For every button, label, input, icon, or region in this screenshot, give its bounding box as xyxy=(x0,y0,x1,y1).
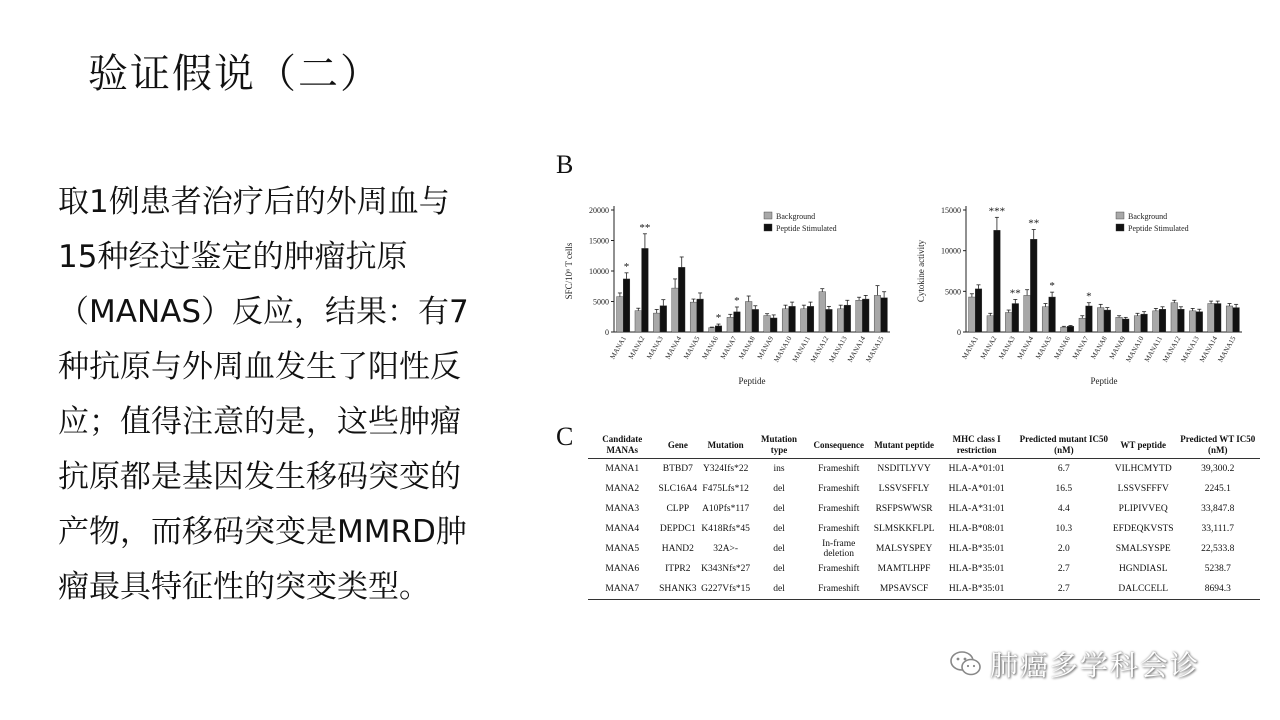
legend-label: Background xyxy=(1128,212,1168,221)
bar xyxy=(672,288,679,332)
table-cell: G227Vfs*15 xyxy=(699,579,752,600)
table-cell: del xyxy=(773,504,785,514)
table-cell: A10Pfs*117 xyxy=(702,504,750,514)
bar xyxy=(745,302,752,333)
table-cell: SLC16A4 xyxy=(658,484,698,494)
significance-marker: ** xyxy=(1009,287,1021,300)
table-cell: HLA-B*35:01 xyxy=(948,544,1005,554)
watermark-text: 肺癌多学科会诊 xyxy=(990,649,1201,682)
significance-marker: * xyxy=(1049,280,1055,293)
table-cell: HLA-B*08:01 xyxy=(948,524,1005,534)
panel-b-label: B xyxy=(556,150,574,179)
bar xyxy=(764,316,771,332)
table-cell: HAND2 xyxy=(661,544,694,554)
table-cell: del xyxy=(773,564,785,574)
x-tick-label: MANA1 xyxy=(608,335,628,361)
bar xyxy=(1189,311,1196,332)
bar xyxy=(770,318,777,332)
watermark xyxy=(948,644,1200,684)
y-axis-label: Cytokine activity xyxy=(916,239,926,303)
x-tick-label: MANA12 xyxy=(809,335,831,364)
slide-body-text xyxy=(58,175,528,615)
table-cell: MANA6 xyxy=(605,564,640,574)
table-cell: 32A>- xyxy=(713,544,739,554)
table-cell: LSSVSFFFV xyxy=(1117,484,1169,494)
spot-forming-cells-bar-chart xyxy=(560,150,900,390)
x-axis-label: Peptide xyxy=(738,376,766,386)
table-cell: DEPDC1 xyxy=(659,524,696,534)
bar xyxy=(635,311,642,332)
table-column-header: Mutant peptide xyxy=(872,432,937,459)
table-row xyxy=(588,519,1260,539)
bar xyxy=(697,299,704,332)
x-tick-label: MANA6 xyxy=(1052,335,1072,361)
y-tick-label: 5000 xyxy=(945,287,961,297)
bar xyxy=(862,299,869,332)
body-line: （MANAS）反应，结果：有7 xyxy=(58,294,469,330)
bar xyxy=(844,305,851,332)
bar xyxy=(1042,307,1049,332)
table-cell: SHANK3 xyxy=(657,579,700,600)
table-column-header: Gene xyxy=(657,432,700,459)
significance-marker: ** xyxy=(1028,217,1040,230)
legend-swatch xyxy=(1116,212,1124,219)
y-tick-label: 15000 xyxy=(941,206,961,215)
table-cell: ITPR2 xyxy=(665,564,691,574)
table-cell: del xyxy=(773,544,785,554)
bar xyxy=(1086,306,1093,332)
table-cell: EFDEQKVSTS xyxy=(1112,524,1174,534)
table-cell: SMALSYSPE xyxy=(1115,544,1171,554)
table-cell: K343Nfs*27 xyxy=(701,564,751,574)
bar xyxy=(1153,311,1160,332)
x-tick-label: MANA7 xyxy=(718,335,739,361)
table-cell: Frameshift xyxy=(818,484,860,494)
x-tick-label: MANA7 xyxy=(1070,335,1091,361)
bar xyxy=(734,312,741,332)
x-tick-label: MANA3 xyxy=(997,335,1017,361)
bar xyxy=(856,300,863,332)
bar xyxy=(819,292,826,332)
significance-marker: * xyxy=(734,294,740,307)
significance-marker: * xyxy=(1086,290,1092,303)
table-cell: MANA3 xyxy=(605,504,640,514)
legend-label: Peptide Stimulated xyxy=(1128,224,1189,233)
table-row xyxy=(588,559,1260,579)
body-line: 抗原都是基因发生移码突变的 xyxy=(58,459,461,495)
table-cell: HLA-B*35:01 xyxy=(948,564,1005,574)
table-cell: LSSVSFFLY xyxy=(878,484,930,494)
bar xyxy=(1030,239,1037,332)
bar xyxy=(1233,308,1240,332)
table-cell: HGNDIASL xyxy=(1118,564,1168,574)
bar xyxy=(782,309,789,332)
table-column-header: WT peptide xyxy=(1111,432,1176,459)
x-axis-label: Peptide xyxy=(1090,376,1118,386)
mana-candidates-table xyxy=(588,432,1260,600)
y-axis-label: SFC/10⁶ T cells xyxy=(564,242,574,300)
table-cell: 2.0 xyxy=(1057,544,1070,554)
table-cell: RSFPSWWSR xyxy=(875,504,933,514)
bar xyxy=(874,295,881,332)
table-cell: SLMSKKFLPL xyxy=(873,524,935,534)
table-cell: F475Lfs*12 xyxy=(702,484,749,494)
x-tick-label: MANA2 xyxy=(626,335,647,361)
bar xyxy=(994,230,1001,332)
table-cell: In-frame deletion xyxy=(822,539,856,559)
body-line: 15种经过鉴定的肿瘤抗原 xyxy=(58,239,408,275)
x-tick-label: MANA9 xyxy=(755,335,776,361)
significance-marker: ** xyxy=(639,221,651,234)
x-tick-label: MANA12 xyxy=(1161,335,1183,364)
table-cell: MALSYSPEY xyxy=(875,544,933,554)
table-row xyxy=(588,459,1260,480)
wechat-icon xyxy=(948,649,984,679)
table-column-header: Candidate MANAs xyxy=(588,432,657,459)
table-cell: MANA2 xyxy=(605,484,640,494)
bar xyxy=(1097,308,1104,332)
body-line: 产物，而移码突变是MMRD肿 xyxy=(58,514,467,550)
table-cell: HLA-A*01:01 xyxy=(948,484,1005,494)
bar xyxy=(715,326,722,332)
bar xyxy=(1171,303,1178,332)
table-cell: HLA-B*35:01 xyxy=(936,579,1016,600)
bar xyxy=(690,302,697,332)
table-cell: 5238.7 xyxy=(1204,564,1231,574)
y-tick-label: 15000 xyxy=(589,236,609,246)
bar xyxy=(987,316,994,332)
table-cell: MANA5 xyxy=(605,544,640,554)
bar xyxy=(1005,312,1012,332)
table-cell: del xyxy=(752,579,806,600)
table-column-header: Consequence xyxy=(806,432,872,459)
y-tick-label: 5000 xyxy=(593,297,609,307)
x-tick-label: MANA14 xyxy=(1198,335,1220,364)
table-cell: Frameshift xyxy=(818,464,860,474)
bar xyxy=(1178,309,1185,332)
x-tick-label: MANA5 xyxy=(1034,335,1054,361)
bar xyxy=(789,306,796,332)
y-tick-label: 20000 xyxy=(589,206,609,215)
table-cell: Y324Ifs*22 xyxy=(702,464,749,474)
bar xyxy=(1079,318,1086,332)
table-cell: CLPP xyxy=(666,504,690,514)
cytokine-activity-bar-chart xyxy=(912,150,1252,390)
table-cell: PLIPIVVEQ xyxy=(1118,504,1168,514)
table-column-header: Predicted mutant IC50 (nM) xyxy=(1017,432,1111,459)
bar xyxy=(801,309,808,332)
table-cell: 33,847.8 xyxy=(1201,504,1235,514)
bar xyxy=(1122,319,1129,332)
table-cell: MANA1 xyxy=(605,464,640,474)
x-tick-label: MANA8 xyxy=(1089,335,1109,361)
table-body xyxy=(588,459,1260,600)
table-cell: 2245.1 xyxy=(1204,484,1231,494)
bar xyxy=(653,313,660,332)
table-row xyxy=(588,539,1260,559)
bar xyxy=(975,289,982,332)
bar xyxy=(1061,327,1068,332)
table-cell: 4.4 xyxy=(1057,504,1070,514)
bar xyxy=(1159,309,1166,332)
legend-swatch xyxy=(1116,224,1124,231)
table-cell: 2.7 xyxy=(1057,564,1070,574)
bar xyxy=(642,248,649,332)
table-cell: Frameshift xyxy=(806,579,872,600)
bar xyxy=(752,309,759,332)
x-tick-label: MANA13 xyxy=(827,335,849,364)
table-row xyxy=(588,579,1260,600)
bar xyxy=(837,309,844,332)
table-cell: MANA4 xyxy=(605,524,640,534)
x-tick-label: MANA10 xyxy=(772,335,794,364)
bar xyxy=(1208,304,1215,332)
table-cell: del xyxy=(773,524,785,534)
table-cell: 10.3 xyxy=(1055,524,1073,534)
bar xyxy=(1067,326,1074,332)
y-tick-label: 10000 xyxy=(589,267,609,276)
table-cell: 8694.3 xyxy=(1176,579,1260,600)
table-cell: BTBD7 xyxy=(662,464,693,474)
significance-marker: * xyxy=(623,260,630,273)
x-tick-label: MANA2 xyxy=(978,335,999,361)
table-cell: ins xyxy=(773,464,785,474)
table-column-header: MHC class I restriction xyxy=(936,432,1016,459)
bar xyxy=(1024,295,1031,332)
x-tick-label: MANA14 xyxy=(846,335,868,364)
y-tick-label: 0 xyxy=(605,328,609,337)
body-line: 应；值得注意的是，这些肿瘤 xyxy=(58,404,461,440)
x-tick-label: MANA8 xyxy=(737,335,757,361)
bar xyxy=(1214,304,1221,332)
x-tick-label: MANA3 xyxy=(645,335,665,361)
table-cell: K418Rfs*45 xyxy=(701,524,750,534)
table-cell: VILHCMYTD xyxy=(1114,464,1172,474)
table-row xyxy=(588,499,1260,519)
x-tick-label: MANA10 xyxy=(1124,335,1146,364)
bar xyxy=(969,297,976,332)
bar xyxy=(826,309,833,332)
bar xyxy=(1134,316,1141,332)
x-tick-label: MANA15 xyxy=(864,335,886,364)
bar xyxy=(709,328,716,332)
bar xyxy=(1104,310,1111,332)
significance-marker: *** xyxy=(988,205,1006,218)
bar xyxy=(678,267,685,332)
table-cell: Frameshift xyxy=(818,504,860,514)
bar xyxy=(881,298,888,332)
x-tick-label: MANA13 xyxy=(1179,335,1201,364)
slide-title: 验证假说（二） xyxy=(88,51,382,97)
panel-c-label: C xyxy=(556,422,574,451)
x-tick-label: MANA4 xyxy=(1015,335,1036,361)
x-tick-label: MANA6 xyxy=(700,335,720,361)
legend-label: Peptide Stimulated xyxy=(776,224,837,233)
table-cell: NSDITLYVY xyxy=(877,464,931,474)
bar xyxy=(623,279,630,332)
table-cell: 33,111.7 xyxy=(1201,524,1235,534)
table-cell: Frameshift xyxy=(818,524,860,534)
bar xyxy=(1116,317,1123,332)
table-cell: del xyxy=(773,484,785,494)
table-cell: MANA7 xyxy=(588,579,657,600)
legend-swatch xyxy=(764,224,772,231)
bar xyxy=(1012,304,1019,332)
table-cell: HLA-A*31:01 xyxy=(948,504,1005,514)
bar xyxy=(1196,312,1203,332)
table-cell: HLA-A*01:01 xyxy=(948,464,1005,474)
bar xyxy=(660,306,667,332)
table-column-header: Predicted WT IC50 (nM) xyxy=(1176,432,1260,459)
x-tick-label: MANA15 xyxy=(1216,335,1238,364)
legend-swatch xyxy=(764,212,772,219)
table-cell: MAMTLHPF xyxy=(877,564,931,574)
table-column-header: Mutation xyxy=(699,432,752,459)
y-tick-label: 0 xyxy=(957,328,961,337)
table-cell: 16.5 xyxy=(1055,484,1073,494)
table-cell: Frameshift xyxy=(818,564,860,574)
x-tick-label: MANA11 xyxy=(1142,335,1164,364)
bar xyxy=(727,317,734,332)
body-line: 种抗原与外周血发生了阳性反 xyxy=(58,349,461,385)
significance-marker: * xyxy=(715,312,722,325)
table-cell: DALCCELL xyxy=(1111,579,1176,600)
body-line: 取1例患者治疗后的外周血与 xyxy=(58,184,450,220)
bar xyxy=(617,297,624,332)
table-cell: 39,300.2 xyxy=(1201,464,1235,474)
bar xyxy=(807,306,814,332)
table-cell: MPSAVSCF xyxy=(872,579,937,600)
table-header-row xyxy=(588,432,1260,459)
x-tick-label: MANA4 xyxy=(663,335,684,361)
table-cell: 2.7 xyxy=(1017,579,1111,600)
table-cell: 22,533.8 xyxy=(1201,544,1235,554)
x-tick-label: MANA5 xyxy=(682,335,702,361)
table-column-header: Mutation type xyxy=(752,432,806,459)
legend-label: Background xyxy=(776,212,816,221)
bar xyxy=(1049,297,1056,332)
y-tick-label: 10000 xyxy=(941,246,961,256)
x-tick-label: MANA9 xyxy=(1107,335,1128,361)
x-tick-label: MANA11 xyxy=(790,335,812,364)
bar xyxy=(1226,306,1233,332)
bar xyxy=(1141,314,1148,332)
body-line: 瘤最具特征性的突变类型。 xyxy=(58,569,430,605)
x-tick-label: MANA1 xyxy=(960,335,980,361)
table-cell: 6.7 xyxy=(1057,464,1070,474)
table-row xyxy=(588,479,1260,499)
